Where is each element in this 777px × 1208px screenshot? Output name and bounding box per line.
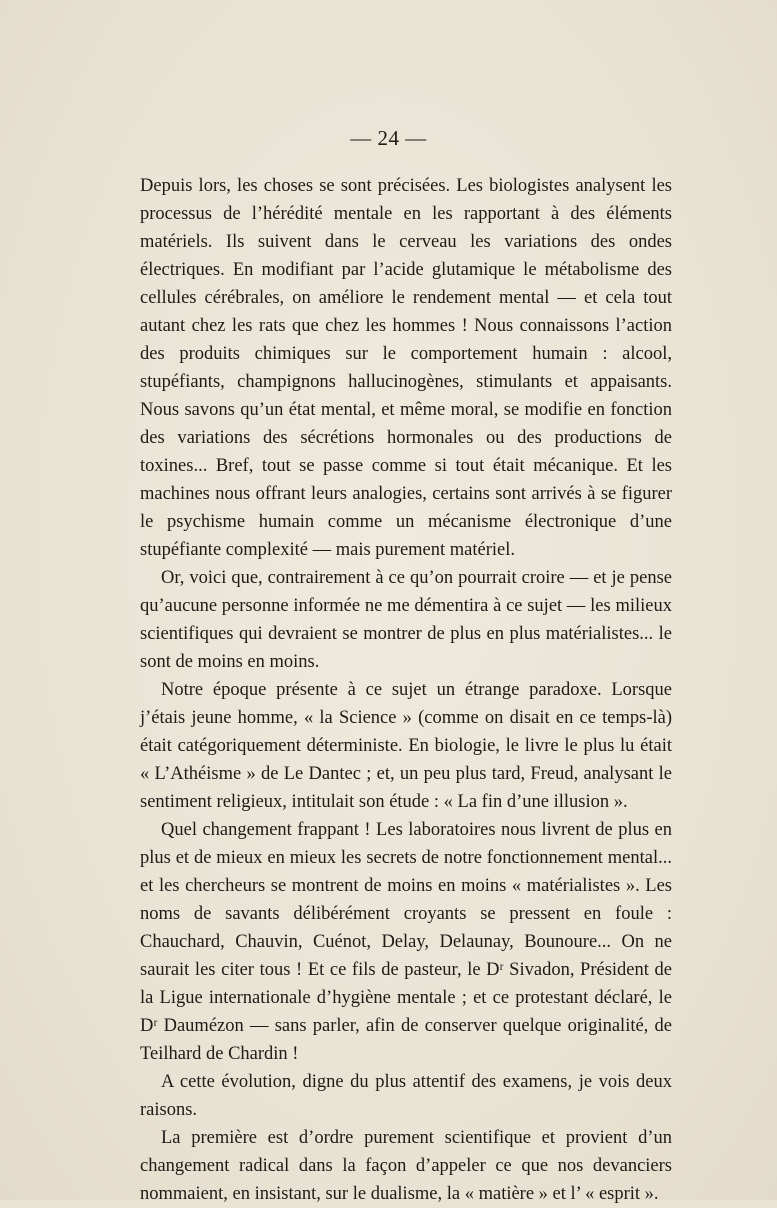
- paragraph-3: Notre époque présente à ce sujet un étrange paradoxe. Lorsque j’étais jeune homme, « la Science » (comme on disait en ce temps-là) était catégoriquement déterministe. En biologie, le livre le plus lu était « L’Athéisme » de Le Dantec ; et, un peu plus tard, Freud, analysant le sentiment religieux, intitulait son étude : « La fin d’une illusion ».: [140, 680, 672, 812]
- body-text: [140, 172, 672, 1208]
- paragraph-1: Depuis lors, les choses se sont précisées. Les biologistes analysent les processus de l’hérédité mentale en les rapportant à des éléments matériels. Ils suivent dans le cerveau les variations des ondes électriques. En modifiant par l’acide glutamique le métabolisme des cellules cérébrales, on améliore le rendement mental — et cela tout autant chez les rats que chez les hommes ! Nous connaissons l’action des produits chimiques sur le comportement humain : alcool, stupéfiants, champignons hallucinogènes, stimulants et appaisants. Nous savons qu’un état mental, et même moral, se modifie en fonction des variations des sécrétions hormonales ou des productions de toxines... Bref, tout se passe comme si tout était mécanique. Et les machines nous offrant leurs analogies, certains sont arrivés à se figurer le psychisme humain comme un mécanisme électronique d’une stupéfiante complexité — mais purement matériel.: [140, 176, 672, 560]
- paragraph-2: Or, voici que, contrairement à ce qu’on pourrait croire — et je pense qu’aucune personne informée ne me démentira à ce sujet — les milieux scientifiques qui devraient se montrer de plus en plus matérialistes... le sont de moins en moins.: [140, 568, 672, 672]
- page-number: — 24 —: [350, 126, 427, 150]
- paragraph-4: Quel changement frappant ! Les laboratoires nous livrent de plus en plus et de mieux en mieux les secrets de notre fonctionnement mental... et les chercheurs se montrent de moins en moins « matérialistes ». Les noms de savants délibérément croyants se pressent en foule : Chauchard, Chauvin, Cuénot, Delay, Delaunay, Bounoure... On ne saurait les citer tous ! Et ce fils de pasteur, le Dʳ Sivadon, Président de la Ligue internationale d’hygiène mentale ; et ce protestant déclaré, le Dʳ Daumézon — sans parler, afin de conserver quelque originalité, de Teilhard de Chardin !: [140, 820, 672, 1064]
- paragraph-5: A cette évolution, digne du plus attentif des examens, je vois deux raisons.: [140, 1072, 672, 1120]
- paragraph-6: La première est d’ordre purement scientifique et provient d’un changement radical dans la façon d’appeler ce que nos devanciers nommaient, en insistant, sur le dualisme, la « matière » et l’ « esprit ».: [140, 1128, 672, 1204]
